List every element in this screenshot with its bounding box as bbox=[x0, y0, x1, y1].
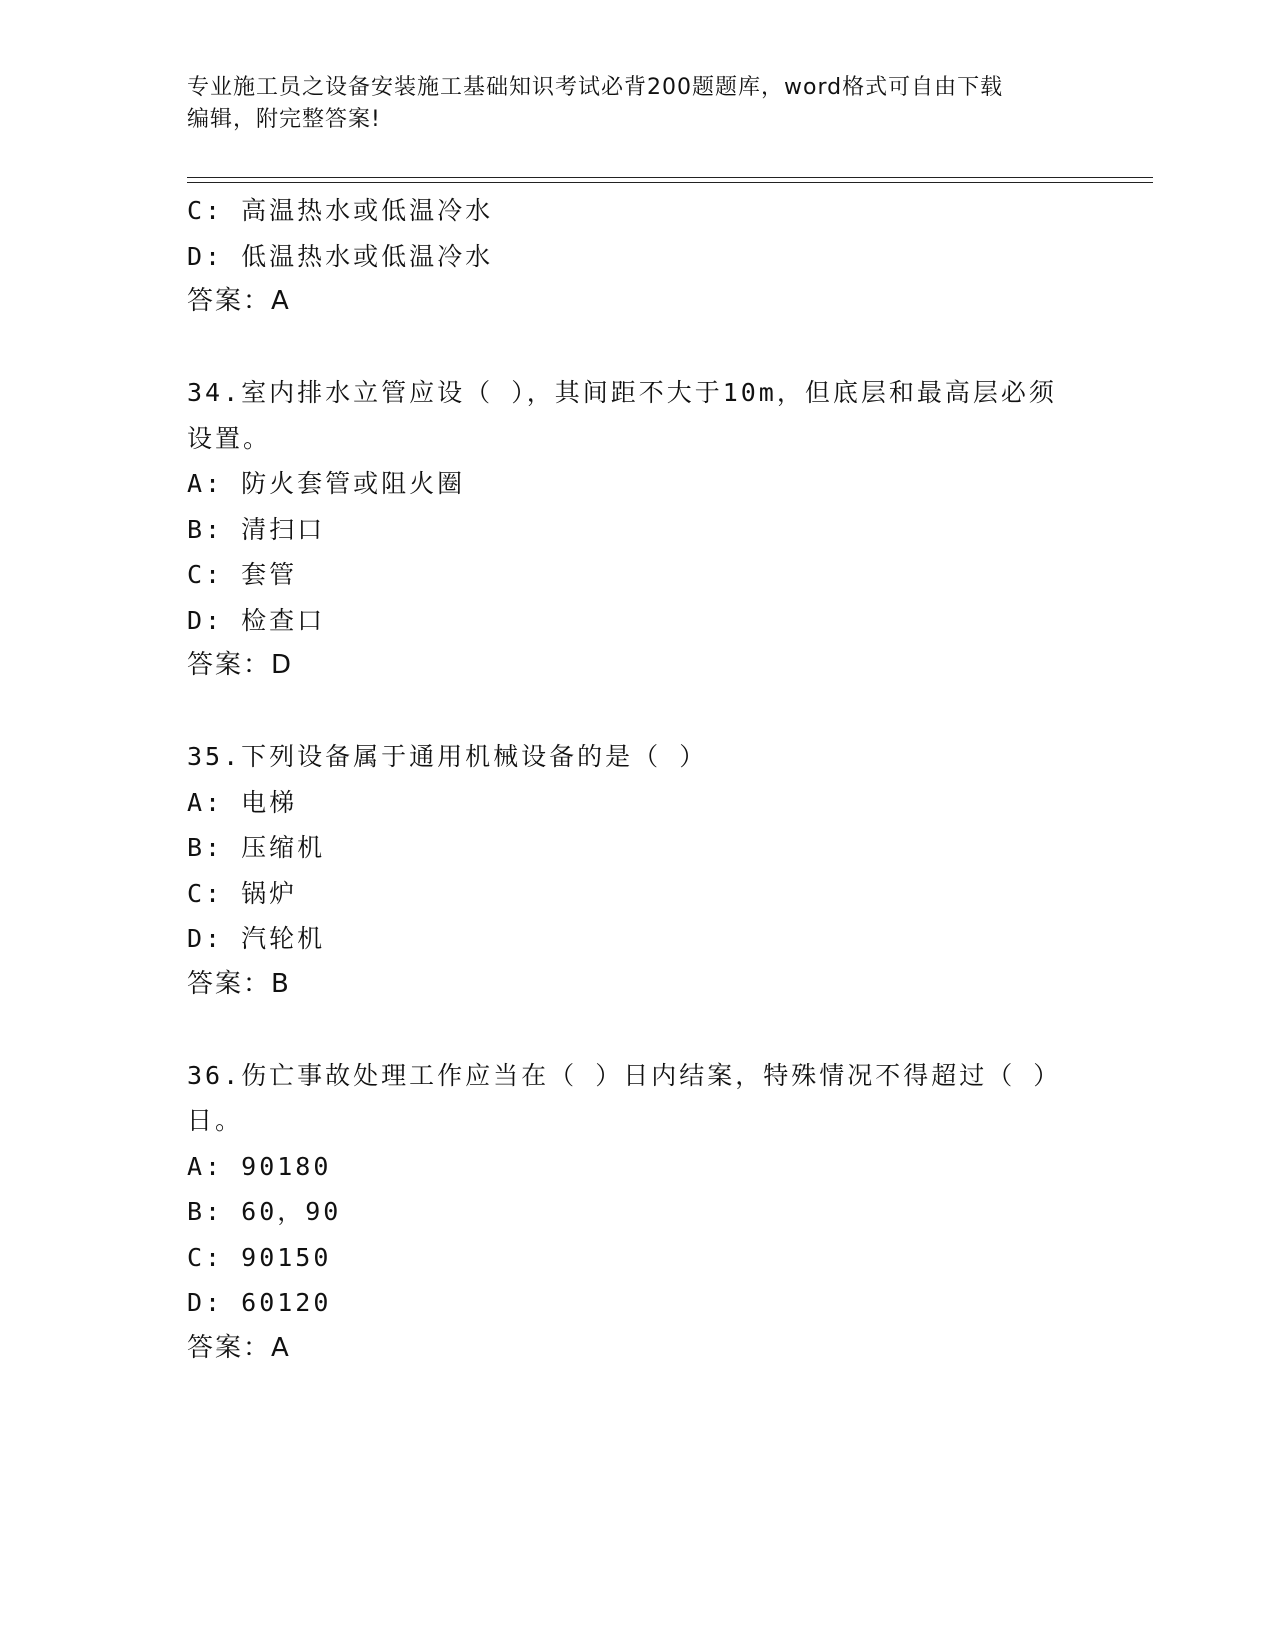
option-c: C: 高温热水或低温冷水 bbox=[187, 196, 494, 225]
question-34 bbox=[187, 370, 1107, 689]
question-stem-continued: 日。 bbox=[187, 1106, 244, 1135]
option-d: D: 低温热水或低温冷水 bbox=[187, 241, 494, 271]
answer-line: 答案：D bbox=[187, 650, 294, 680]
option-a: A: 电梯 bbox=[187, 787, 298, 817]
spacer bbox=[187, 689, 1107, 735]
document-header bbox=[187, 72, 1067, 136]
question-35 bbox=[187, 734, 1107, 1007]
option-c: C: 锅炉 bbox=[187, 878, 298, 908]
header-divider-top bbox=[187, 177, 1153, 178]
spacer bbox=[187, 1007, 1107, 1053]
question-stem: 36.伤亡事故处理工作应当在（ ）日内结案，特殊情况不得超过（ ） bbox=[187, 1060, 1062, 1090]
question-36 bbox=[187, 1053, 1107, 1372]
header-divider-bottom bbox=[187, 182, 1153, 183]
option-d: D: 检查口 bbox=[187, 605, 326, 635]
option-d: D: 汽轮机 bbox=[187, 924, 326, 953]
spacer bbox=[187, 325, 1107, 371]
answer-line: 答案：A bbox=[187, 286, 291, 316]
header-title-line-1: 专业施工员之设备安装施工基础知识考试必背200题题库，word格式可自由下载 bbox=[187, 75, 1004, 100]
question-stem: 35.下列设备属于通用机械设备的是（ ） bbox=[187, 742, 708, 771]
option-c: C: 90150 bbox=[187, 1242, 332, 1272]
question-stem: 34.室内排水立管应设（ ），其间距不大于10m，但底层和最高层必须 bbox=[187, 378, 1057, 407]
option-b: B: 压缩机 bbox=[187, 833, 326, 862]
question-stem-continued: 设置。 bbox=[187, 423, 272, 453]
option-a: A: 防火套管或阻火圈 bbox=[187, 469, 466, 498]
document-body bbox=[187, 188, 1107, 1371]
option-b: B: 清扫口 bbox=[187, 514, 326, 544]
option-a: A: 90180 bbox=[187, 1151, 332, 1181]
answer-line: 答案：A bbox=[187, 1332, 291, 1363]
option-b: B: 60，90 bbox=[187, 1197, 342, 1226]
option-d: D: 60120 bbox=[187, 1288, 332, 1317]
answer-line: 答案：B bbox=[187, 968, 291, 999]
previous-question-tail bbox=[187, 188, 1107, 325]
header-title-line-2: 编辑，附完整答案! bbox=[187, 107, 381, 132]
option-c: C: 套管 bbox=[187, 560, 298, 589]
